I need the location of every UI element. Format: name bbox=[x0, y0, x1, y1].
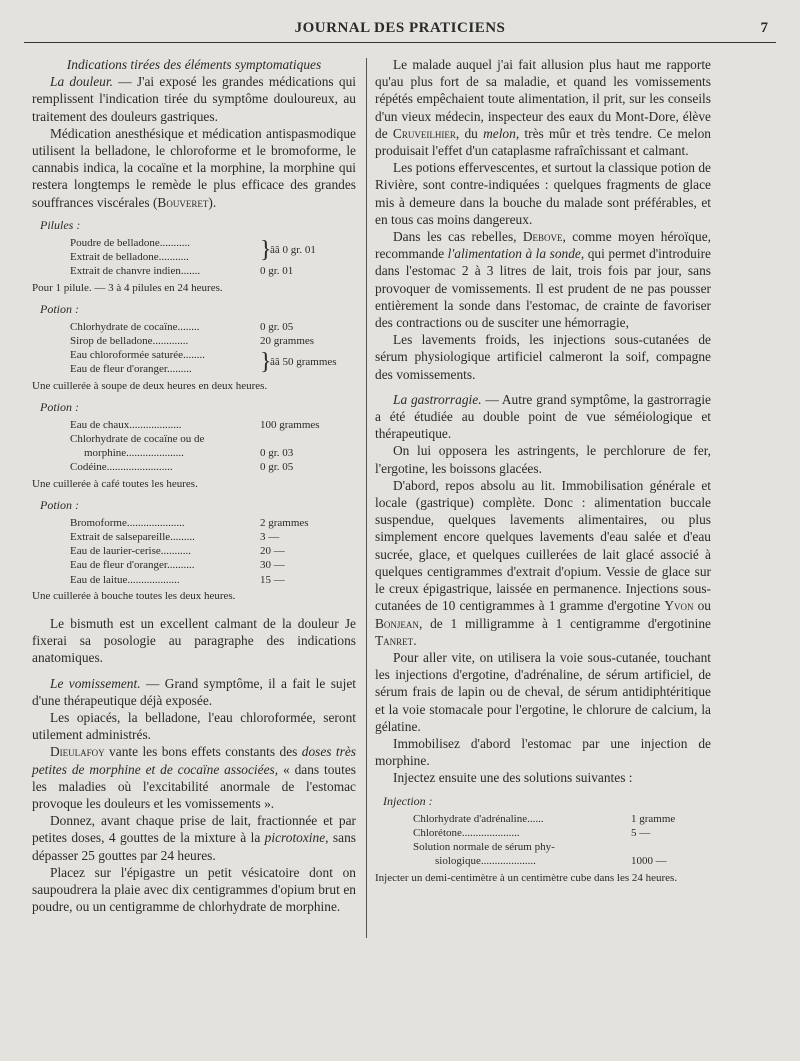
paragraph-italic: picrotoxine, bbox=[264, 830, 329, 846]
author-name: Tanret bbox=[375, 632, 414, 648]
ingredient: morphine..................... bbox=[84, 447, 184, 460]
ingredient: Codéine........................ bbox=[70, 461, 173, 474]
paragraph-astringents: On lui opposera les astringents, le perchlorure de fer, l'ergotine, les boissons glacées. bbox=[375, 443, 711, 476]
ingredient: Bromoforme..................... bbox=[70, 516, 185, 529]
paragraph-gastrorragie bbox=[375, 391, 711, 443]
dose: 0 gr. 05 bbox=[260, 320, 294, 333]
dose: 0 gr. 03 bbox=[260, 447, 294, 460]
paragraph-dieulafoy bbox=[32, 743, 356, 812]
prescription-potion-2 bbox=[32, 418, 356, 475]
paragraph-opiaces: Les opiacés, la belladone, l'eau chloroformée, seront utilement administrés. bbox=[32, 709, 356, 743]
ingredient: Extrait de salsepareille......... bbox=[70, 531, 195, 544]
column-divider bbox=[366, 58, 367, 938]
prescription-title: Injection : bbox=[383, 793, 433, 808]
paragraph-italic: l'alimentation à la sonde, bbox=[447, 246, 585, 262]
ingredient: Eau chloroformée saturée........ bbox=[70, 349, 205, 362]
ingredient: Extrait de belladone........... bbox=[70, 251, 189, 264]
ingredient: Eau de fleur d'oranger......... bbox=[70, 363, 192, 376]
prescription-potion-3 bbox=[32, 516, 356, 587]
dose: 30 — bbox=[260, 559, 285, 572]
paragraph-text: qui permet d'introduire dans l'estomac 2 à 3 litres de lait, trois fois par jour, sans provoquer de vomissements. Il est prudent de ne pas pousser entièrement la sonde dans l'estomac, de crainte de favoriser des contractions ou de susciter une hémorragie, bbox=[375, 246, 711, 331]
paragraph-text: . bbox=[413, 632, 417, 648]
dose: 0 gr. 05 bbox=[260, 461, 294, 474]
ingredient: Chlorhydrate d'adrénaline...... bbox=[413, 812, 544, 825]
paragraph-text: — J'ai exposé les grandes médications qui remplissent l'indication tirée du symptôme douloureux, au traitement des douleurs gastriques. bbox=[32, 74, 356, 124]
dose: ââ 50 grammes bbox=[270, 356, 337, 369]
paragraph-text: — Autre grand symptôme, la gastrorragie a été étudiée au double point de vue séméiologique et thérapeutique. bbox=[375, 391, 711, 442]
ingredient: Eau de laurier-cerise........... bbox=[70, 545, 192, 558]
paragraph-text: Donnez, avant chaque prise de lait, fractionnée et par petites doses, 4 gouttes de la mixture à la bbox=[32, 813, 356, 846]
dose: 5 — bbox=[631, 826, 651, 839]
paragraph-text: Le malade auquel j'ai fait allusion plus haut me rapporte qu'au plus fort de sa maladie, et quand les vomissements répétés empêchaient toute alimentation, il prit, sur les conseils d'un vieux médecin, inspecteur des eaux du Mont-Dore, élève de bbox=[375, 57, 711, 141]
right-column bbox=[375, 56, 711, 889]
dose: ââ 0 gr. 01 bbox=[270, 244, 316, 257]
paragraph-text: ). bbox=[208, 194, 217, 210]
author-name: Bonjean bbox=[375, 615, 419, 631]
prescription-note: Une cuillerée à bouche toutes les deux heures. bbox=[32, 589, 236, 602]
dose: 1 gramme bbox=[631, 812, 676, 825]
prescription-note: Injecter un demi-centimètre à un centimètre cube dans les 24 heures. bbox=[375, 871, 678, 884]
paragraph-potions: Les potions effervescentes, et surtout la classique potion de Rivière, sont contre-indiquées : quelques fragments de glace mis à demeure dans la bouche du malade sont préférables, et en tous cas moins dangereux. bbox=[375, 160, 711, 227]
ingredient: Poudre de belladone........... bbox=[70, 237, 191, 250]
paragraph-text: ou bbox=[693, 598, 711, 614]
paragraph-medication bbox=[32, 125, 356, 211]
paragraph-immobilisez: Immobilisez d'abord l'estomac par une injection de morphine. bbox=[375, 735, 711, 769]
ingredient: Eau de fleur d'oranger.......... bbox=[70, 559, 195, 572]
subhead-douleur: La douleur. bbox=[50, 74, 113, 90]
paragraph-donnez bbox=[32, 812, 356, 864]
prescription-title: Potion : bbox=[40, 301, 79, 316]
author-name: Yvon bbox=[664, 598, 694, 614]
paragraph-italic: doses très petites de morphine et de cocaïne associées, bbox=[32, 744, 356, 777]
ingredient: Extrait de chanvre indien....... bbox=[70, 265, 201, 278]
running-header bbox=[24, 20, 776, 43]
ingredient: Solution normale de sérum phy- bbox=[413, 841, 555, 854]
paragraph-voie: Pour aller vite, on utilisera la voie sous-cutanée, touchant les injections d'ergotine, d'adrénaline, de sérum artificiel, de sérum frais de lapin ou de cheval, de sérum antidiphtéritique et la voie stomacale pour l'ergotine, le chlorure de calcium, la gélatine. bbox=[375, 649, 711, 734]
prescription-note: Une cuillerée à soupe de deux heures en deux heures. bbox=[32, 379, 268, 392]
dose: 20 grammes bbox=[260, 335, 315, 348]
paragraph-text: « dans toutes les maladies où l'excitabilité anormale de l'estomac provoque les douleurs et les vomissements ». bbox=[32, 761, 356, 811]
brace-glyph: } bbox=[260, 349, 272, 376]
dose: 2 grammes bbox=[260, 516, 309, 529]
subhead-vomissement: Le vomissement. bbox=[50, 675, 141, 691]
paragraph-italic: melon, bbox=[483, 125, 520, 141]
ingredient: Chlorhydrate de cocaïne ou de bbox=[70, 433, 205, 446]
ingredient: Chlorétone..................... bbox=[413, 826, 520, 839]
ingredient: Sirop de belladone............. bbox=[70, 335, 189, 348]
ingredient: siologique.................... bbox=[435, 855, 536, 868]
dose: 0 gr. 01 bbox=[260, 265, 294, 278]
journal-title: JOURNAL DES PRATICIENS bbox=[294, 20, 506, 36]
dose: 20 — bbox=[260, 545, 285, 558]
author-name: Debove bbox=[522, 229, 563, 245]
author-name: Cruveilhier bbox=[392, 125, 456, 141]
subhead-gastrorragie: La gastrorragie. bbox=[393, 391, 482, 407]
paragraph-text: Dans les cas rebelles, bbox=[393, 229, 523, 245]
paragraph-text: D'abord, repos absolu au lit. Immobilisation générale et locale (gastrique) complète. Donc : alimentation buccale suspendue, quelques lavements alimentaires, ou plus simplement encore quelques lavements d'eau salée et d'eau sucrée, glace, et quelques cuillerées de lait glacé associé à quelques centigrammes d'extrait d'opium. Vessie de glace sur le creux épigastrique, laissée en permanence. Injections sous-cutanées de 10 centigrammes à 1 gramme d'ergotine bbox=[375, 477, 711, 614]
paragraph-text: sans dépasser 25 gouttes par 24 heures. bbox=[32, 830, 356, 863]
prescription-title: Potion : bbox=[40, 399, 79, 414]
author-name: Bouveret bbox=[157, 194, 209, 210]
paragraph-lavements: Les lavements froids, les injections sous-cutanées de sérum physiologique artificiel calmeront la soif, compagne des vomissements. bbox=[375, 332, 711, 382]
prescription-potion-1 bbox=[32, 320, 356, 377]
paragraph-text: , comme moyen héroïque, recommande bbox=[375, 229, 711, 262]
paragraph-text: très mûr et très tendre. Ce melon produisait l'effet d'un cataplasme rafraîchissant et calmant. bbox=[375, 125, 711, 159]
paragraph-repos bbox=[375, 477, 711, 649]
paragraph-text: , de 1 milligramme à 1 centigramme d'ergotinine bbox=[418, 615, 711, 631]
paragraph-bismuth: Le bismuth est un excellent calmant de la douleur Je fixerai sa posologie au paragraphe des indications anatomiques. bbox=[32, 615, 356, 666]
dose: 1000 — bbox=[631, 855, 667, 868]
prescription-title: Potion : bbox=[40, 497, 79, 512]
prescription-title: Pilules : bbox=[40, 217, 81, 232]
ingredient: Eau de laitue................... bbox=[70, 573, 180, 586]
page-number: 7 bbox=[760, 20, 768, 36]
section-title: Indications tirées des éléments symptomatiques bbox=[66, 57, 322, 72]
paragraph-douleur bbox=[32, 73, 356, 125]
paragraph-text: vante les bons effets constants des bbox=[104, 744, 302, 760]
brace-glyph: } bbox=[260, 237, 272, 264]
dose: 15 — bbox=[260, 573, 285, 586]
paragraph-injectez: Injectez ensuite une des solutions suivantes : bbox=[393, 770, 633, 786]
paragraph-text: , du bbox=[455, 125, 484, 141]
author-name: Dieulafoy bbox=[50, 744, 105, 760]
paragraph-melon bbox=[375, 56, 711, 159]
prescription-note: Une cuillerée à café toutes les heures. bbox=[32, 477, 198, 490]
ingredient: Eau de chaux................... bbox=[70, 418, 182, 431]
left-column bbox=[32, 56, 356, 915]
paragraph-debove bbox=[375, 228, 711, 331]
prescription-injection bbox=[375, 812, 711, 869]
paragraph-text: — Grand symptôme, il a fait le sujet d'une thérapeutique déjà exposée. bbox=[32, 675, 356, 708]
paragraph-vesicatoire: Placez sur l'épigastre un petit vésicatoire dont on saupoudrera la plaie avec dix centigrammes d'opium brut en poudre, ou un centigramme de chlorhydrate de morphine. bbox=[32, 864, 356, 915]
prescription-note: Pour 1 pilule. — 3 à 4 pilules en 24 heures. bbox=[32, 281, 223, 294]
paragraph-text: Médication anesthésique et médication antispasmodique utilisent la belladone, le chloroforme et le bromoforme, le cannabis indica, la cocaïne et la morphine, la morphine qui restera longtemps le remède le plus efficace des grandes souffrances viscérales ( bbox=[32, 125, 356, 210]
paragraph-vomissement bbox=[32, 675, 356, 709]
dose: 3 — bbox=[260, 531, 280, 544]
ingredient: Chlorhydrate de cocaïne........ bbox=[70, 320, 200, 333]
prescription-pilules bbox=[32, 236, 356, 279]
dose: 100 grammes bbox=[260, 418, 320, 431]
